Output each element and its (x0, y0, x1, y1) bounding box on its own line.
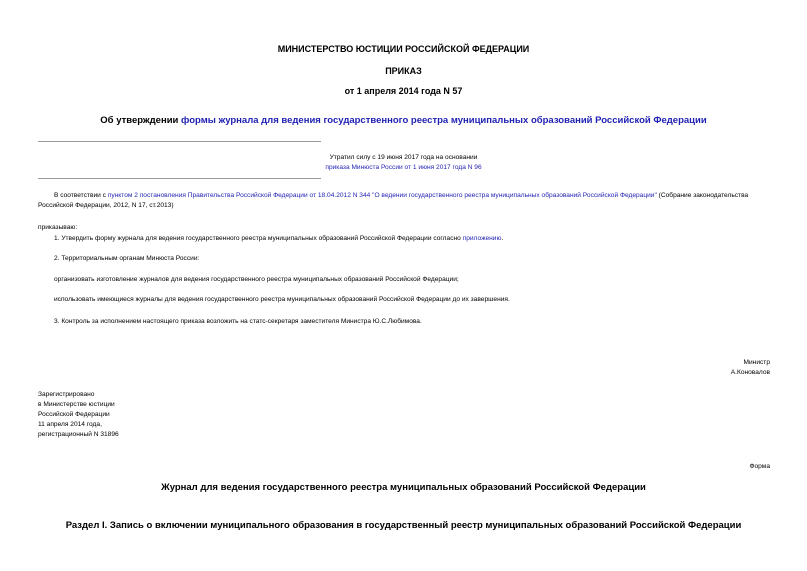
preamble-text-1: В соответствии с (54, 192, 108, 199)
preamble-paragraph (38, 191, 771, 210)
registration-line-2: в Министерстве юстиции (38, 401, 115, 408)
order-item-2b: использовать имеющиеся журналы для ведения государственного реестра муниципальных образований Российской Федерации до их завершения. (54, 296, 510, 303)
divider-top (38, 141, 321, 142)
signature-position: Министр (743, 359, 770, 366)
order-title-link[interactable]: формы журнала для ведения государственного реестра муниципальных образований Российской Федерации (181, 115, 707, 126)
validity-link[interactable]: приказа Минюста России от 1 июня 2017 года N 96 (325, 164, 482, 171)
order-item-2: 2. Территориальным органам Минюста России: (54, 255, 200, 262)
prikazyvayu-text: приказываю: (38, 224, 78, 231)
ministry-heading: МИНИСТЕРСТВО ЮСТИЦИИ РОССИЙСКОЙ ФЕДЕРАЦИИ (277, 44, 530, 54)
divider-bottom (38, 178, 321, 179)
order-title (0, 115, 807, 126)
registration-line-4: 11 апреля 2014 года, (38, 421, 102, 428)
order-item-2a: организовать изготовление журналов для ведения государственного реестра муниципальных образований Российской Федерации; (54, 276, 459, 283)
registration-line-5: регистрационный N 31896 (38, 431, 119, 438)
order-item-1-text: 1. Утвердить форму журнала для ведения государственного реестра муниципальных образований Российской Федерации согласно (54, 235, 463, 242)
order-item-1-end: . (501, 235, 504, 242)
section-title: Раздел I. Запись о включении муниципального образования в государственный реестр муниципальных образований Российской Федерации (65, 520, 742, 531)
order-item-3: 3. Контроль за исполнением настоящего приказа возложить на статс-секретаря заместителя Министра Ю.С.Любимова. (54, 318, 422, 325)
order-item-1 (54, 234, 771, 244)
validity-note: Утратил силу с 19 июня 2017 года на основании (329, 154, 478, 161)
form-label: Форма (749, 463, 770, 470)
preamble-text-2: (Собрание законодательства Российской Федерации, 2012, N 17, ст.2013) (38, 192, 749, 209)
registration-line-1: Зарегистрировано (38, 391, 95, 398)
registration-line-3: Российской Федерации (38, 411, 110, 418)
order-title-prefix: Об утверждении (100, 115, 182, 126)
validity-link-line (0, 163, 807, 173)
appendix-link[interactable]: приложению (462, 235, 502, 242)
signature-name: А.Коновалов (730, 369, 770, 376)
date-number-heading: от 1 апреля 2014 года N 57 (344, 86, 463, 96)
journal-title: Журнал для ведения государственного реестра муниципальных образований Российской Федерации (161, 482, 646, 493)
preamble-link[interactable]: пунктом 2 постановления Правительства Российской Федерации от 18.04.2012 N 344 "О ведении государственного реестра муниципальных образований Российской Федерации" (107, 192, 657, 199)
doc-type-heading: ПРИКАЗ (385, 66, 422, 76)
